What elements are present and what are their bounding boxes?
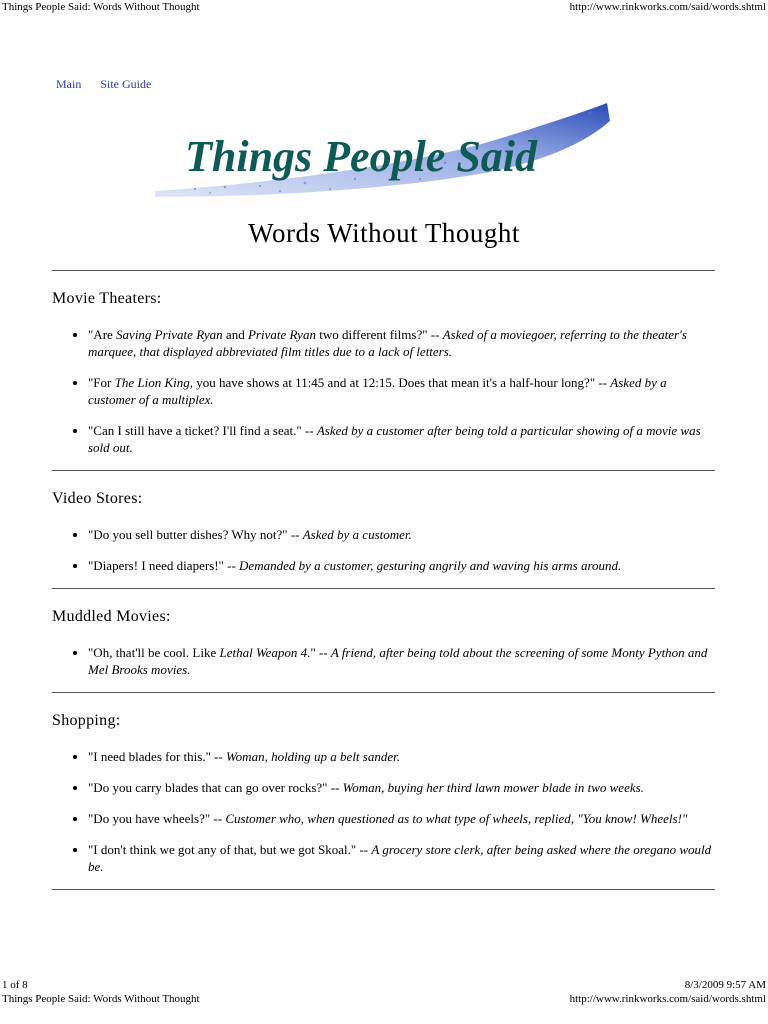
quote-item: [88, 810, 715, 827]
quote-italic-text: A friend, after being told about the screening of some Monty Python and Mel Brooks movies.: [88, 645, 708, 677]
nav-link-site-guide[interactable]: Site Guide: [100, 77, 152, 91]
quote-item: [88, 841, 715, 875]
print-footer: [2, 979, 766, 992]
quote-item: [88, 326, 715, 360]
quote-italic-text: Saving Private Ryan: [116, 327, 223, 342]
section-divider: [52, 470, 715, 471]
quote-italic-text: Demanded by a customer, gesturing angrily and waving his arms around.: [239, 558, 622, 573]
quote-text: "Diapers! I need diapers!" --: [88, 558, 240, 573]
footer-page-count: 1 of 8: [2, 979, 28, 991]
quote-italic-text: A grocery store clerk, after being asked where the oregano would be.: [88, 842, 712, 874]
quote-item: [88, 422, 715, 456]
quote-list: [52, 326, 715, 456]
section-title: Movie Theaters:: [52, 290, 162, 307]
quote-italic-text: Asked of a moviegoer, referring to the theater's marquee, that displayed abbreviated film titles due to a lack of letters.: [88, 327, 687, 359]
quote-text: "Do you sell butter dishes? Why not?" --: [88, 527, 303, 542]
site-logo[interactable]: [155, 103, 610, 198]
quote-italic-text: Asked by a customer.: [302, 527, 412, 542]
section-divider: [52, 270, 715, 271]
section-title: Shopping:: [52, 712, 121, 729]
quote-text: ." --: [307, 645, 331, 660]
quote-list: [52, 644, 715, 678]
quote-italic-text: Customer who, when questioned as to what type of wheels, replied, "You know! Wheels!": [225, 811, 688, 826]
quote-italic-text: Woman, holding up a belt sander.: [226, 749, 400, 764]
quote-text: "Are: [88, 327, 117, 342]
quote-text: "Can I still have a ticket? I'll find a seat." --: [88, 423, 317, 438]
section-divider: [52, 889, 715, 890]
quote-text: "Oh, that'll be cool. Like: [88, 645, 220, 660]
footer-datetime: 8/3/2009 9:57 AM: [684, 979, 766, 991]
quote-item: [88, 748, 715, 765]
quote-item: [88, 644, 715, 678]
quote-italic-text: The Lion King: [114, 375, 190, 390]
header-title: Things People Said: Words Without Thought: [2, 1, 200, 13]
quote-italic-text: Woman, buying her third lawn mower blade in two weeks.: [342, 780, 644, 795]
quote-text: "For: [88, 375, 115, 390]
print-header: [2, 1, 766, 14]
quote-text: two different films?" --: [315, 327, 443, 342]
quote-italic-text: Lethal Weapon 4: [219, 645, 308, 660]
quote-text: , you have shows at 11:45 and at 12:15. Does that mean it's a half-hour long?" --: [189, 375, 611, 390]
logo-graphic: [155, 103, 610, 198]
main-content: [52, 270, 715, 890]
quote-item: [88, 557, 715, 574]
quote-text: "I need blades for this." --: [88, 749, 227, 764]
quote-text: "Do you carry blades that can go over rocks?" --: [88, 780, 343, 795]
page-title: Words Without Thought: [248, 218, 520, 248]
quote-list: [52, 748, 715, 875]
quote-italic-text: Private Ryan: [247, 327, 316, 342]
quote-italic-text: Asked by a customer of a multiplex.: [88, 375, 667, 407]
quote-item: [88, 526, 715, 543]
site-nav: [56, 77, 167, 92]
quote-list: [52, 526, 715, 574]
section-divider: [52, 692, 715, 693]
quote-text: and: [222, 327, 248, 342]
quote-item: [88, 374, 715, 408]
footer-url: http://www.rinkworks.com/said/words.shtml: [569, 993, 766, 1005]
section-title: Muddled Movies:: [52, 608, 171, 625]
section-divider: [52, 588, 715, 589]
quote-text: "Do you have wheels?" --: [88, 811, 226, 826]
footer-title: Things People Said: Words Without Thought: [2, 993, 200, 1005]
print-header-2: [2, 993, 766, 1006]
nav-link-main[interactable]: Main: [56, 77, 82, 91]
quote-text: "I don't think we got any of that, but we got Skoal." --: [88, 842, 372, 857]
header-url: http://www.rinkworks.com/said/words.shtml: [569, 1, 766, 13]
section-title: Video Stores:: [52, 490, 143, 507]
quote-item: [88, 779, 715, 796]
quote-italic-text: Asked by a customer after being told a particular showing of a movie was sold out.: [88, 423, 701, 455]
logo-text: Things People Said: [185, 132, 538, 181]
